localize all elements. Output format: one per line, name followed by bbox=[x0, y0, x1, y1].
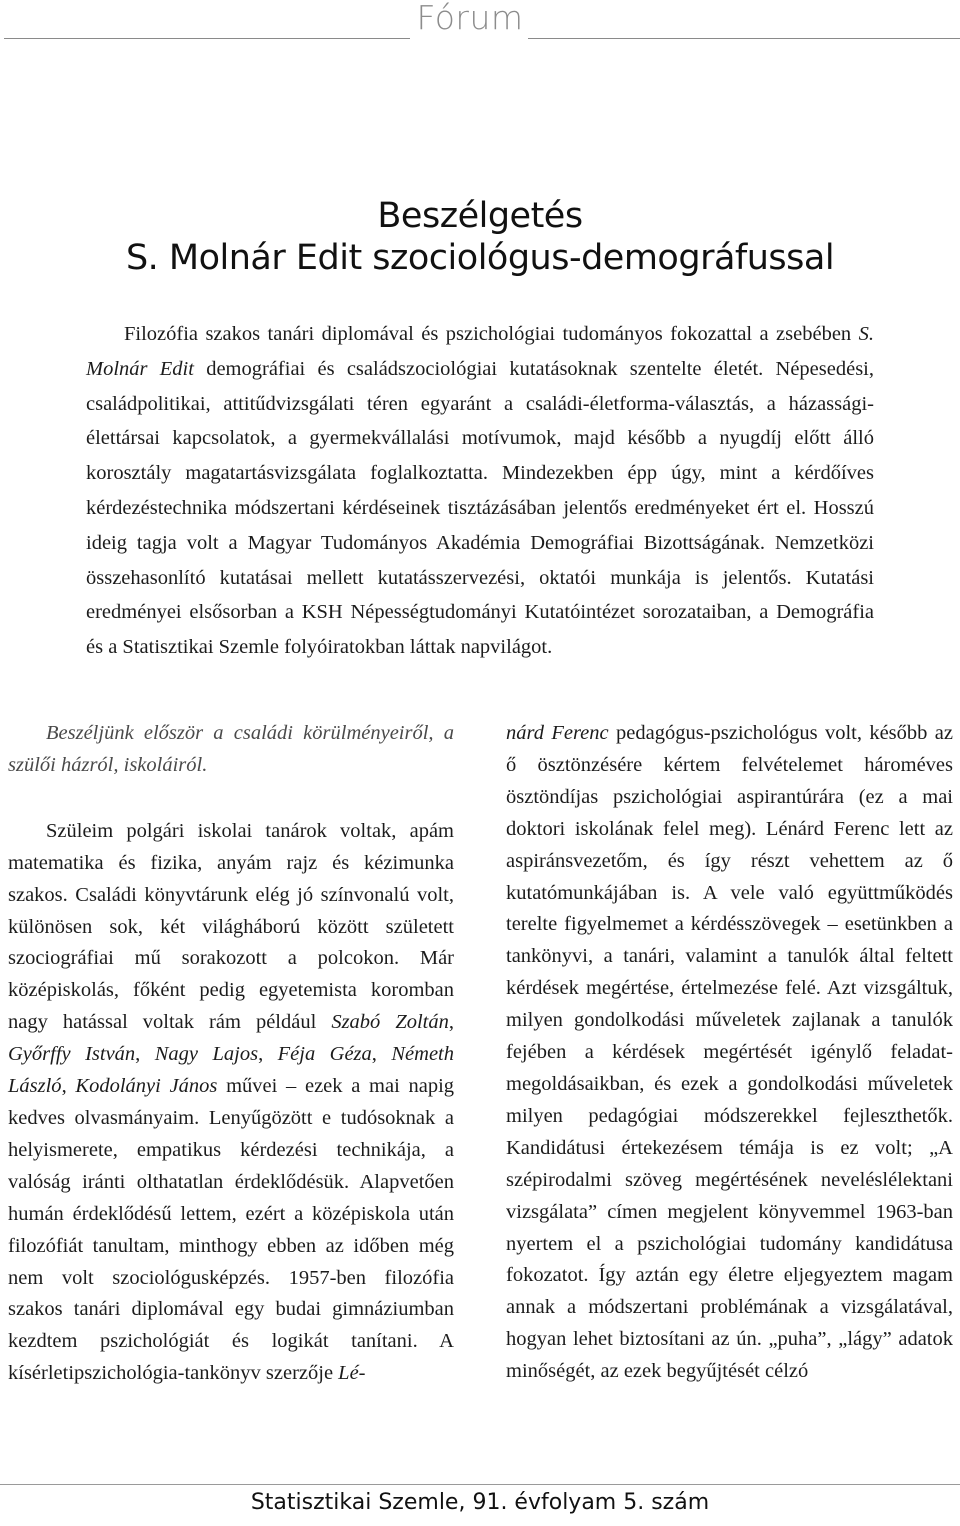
author-name: Németh László bbox=[8, 1043, 454, 1098]
sep: , bbox=[135, 1043, 155, 1066]
sep: , bbox=[258, 1043, 278, 1066]
left-column bbox=[8, 718, 454, 1390]
header-rule-left bbox=[4, 38, 410, 39]
author-name: Nagy Lajos bbox=[154, 1043, 259, 1066]
intro-paragraph bbox=[86, 317, 874, 665]
sep: , bbox=[371, 1043, 392, 1066]
author-name: Győrffy István bbox=[8, 1043, 136, 1066]
section-title: Fórum bbox=[416, 0, 524, 37]
journal-footer: Statisztikai Szemle, 91. évfolyam 5. szám bbox=[250, 1490, 710, 1515]
article-title-line2: S. Molnár Edit szociológus-demográfussal bbox=[125, 238, 835, 278]
answer-text-2: művei – ezek a mai napig kedves olvasmányaim. Lenyűgözött e tudósoknak a helyismerete, empatikus kérdezési technikája, a valóság iránti olthatatlan érdeklődésük. Alapvetően humán érdeklődésű lettem, ezért a középiskola után filozófiát tanultam, minthogy ebben az időben még nem volt szociológusképzés. 1957-ben filozófia szakos tanári diplomával egy budai gimnáziumban kezdtem pszichológiát és logikát tanítani. A kísérletipszichológia-tankönyv szerzője bbox=[8, 1075, 455, 1385]
intro-text-2: demográfiai és családszociológiai kutatásoknak szentelte életét. Népesedési, családpolitikai, attitűdvizsgálati téren egyaránt a családi-életforma-választás, a házassági-élettársai kapcsolatok, a gyermekvállalási motívumok, majd később a nyugdíj előtt álló korosztály magatartásvizsgálata foglalkoztatta. Mindezekben épp úgy, mint a kérdőíves kérdezéstechnika módszertani kérdéseinek tisztázásában jelentős eredményeket ért el. Hosszú ideig tagja volt a Magyar Tudományos Akadémia Demográfiai Bizottságának. Nemzetközi összehasonlító kutatásai mellett kutatásszervezési, oktatói munkája is jelentős. Kutatási eredményei elsősorban a KSH Népességtudományi Kutatóintézet sorozataiban, a Demográfia és a Statisztikai Szemle folyóiratokban láttak napvilágot. bbox=[86, 357, 875, 659]
author-name: nárd Ferenc bbox=[506, 722, 609, 744]
author-name: Kodolányi János bbox=[75, 1075, 218, 1098]
answer-continuation bbox=[506, 718, 953, 1388]
answer-text-1: Szüleim polgári iskolai tanárok voltak, apám matematika és fizika, anyám rajz és kézimunka szakos. Családi könyvtárunk elég jó színvonalú volt, különösen sok, két világháború között született szociográfiai mű sorakozott a polcokon. Már középiskolás, főként pedig egyetemista koromban nagy hatással voltak rám például bbox=[8, 819, 454, 1034]
intro-text-1: Filozófia szakos tanári diplomával és pszichológiai tudományos fokozattal a zsebében bbox=[124, 323, 859, 345]
author-name: Lé- bbox=[338, 1362, 366, 1385]
article-title-line1: Beszélgetés bbox=[377, 196, 583, 236]
header-rule-right bbox=[528, 38, 960, 39]
sep: , bbox=[448, 1011, 454, 1034]
footer-rule bbox=[0, 1484, 960, 1485]
interview-question: Beszéljünk először a családi körülményeiről, a szülői házról, iskoláiról. bbox=[8, 722, 454, 776]
answer-text-3: pedagógus-pszichológus volt, később az ő ösztönzésére kértem felvételemet hároméves ösztöndíjas pszichológiai aspirantúrára (ez a mai doktori iskolának felel meg). Lénárd Ferenc lett az aspiránsvezetőm, és így részt vehettem az ő kutatómunkájában is. A vele való együttműködés terelte figyelmemet a kérdésszövegek – esetünkben a tankönyvi, a tanári, valamint a tanulók által feltett kérdések megértése, értelmezése felé. Azt vizsgáltuk, milyen gondolkodási műveletek zajlanak a tanulók fejében a kérdések megértését igénylő feladat-megoldásaikban, és ezek a gondolkodási műveletek milyen pedagógiai módszerekkel fejleszthetők. Kandidátusi értekezésem témája is ez volt; „A szépirodalmi szöveg megértésének neveléslélektani vizsgálata” címen megjelent könyvemmel 1963-ban nyertem el a pszichológiai tudomány kandidátusa fokozatot. Így aztán egy életre eljegyeztem magam annak a módszertani problémának a vizsgálatával, hogyan lehet biztosítani az ún. „puha”, „lágy” adatok minőségét, az ezek begyűjtését célzó bbox=[506, 722, 953, 1383]
intro-name: S. Molnár Edit bbox=[86, 323, 874, 380]
author-name: Szabó Zoltán bbox=[331, 1011, 449, 1034]
author-name: Féja Géza bbox=[277, 1043, 372, 1066]
right-column bbox=[506, 718, 953, 1388]
sep: , bbox=[61, 1075, 76, 1098]
answer-paragraph bbox=[8, 816, 454, 1390]
